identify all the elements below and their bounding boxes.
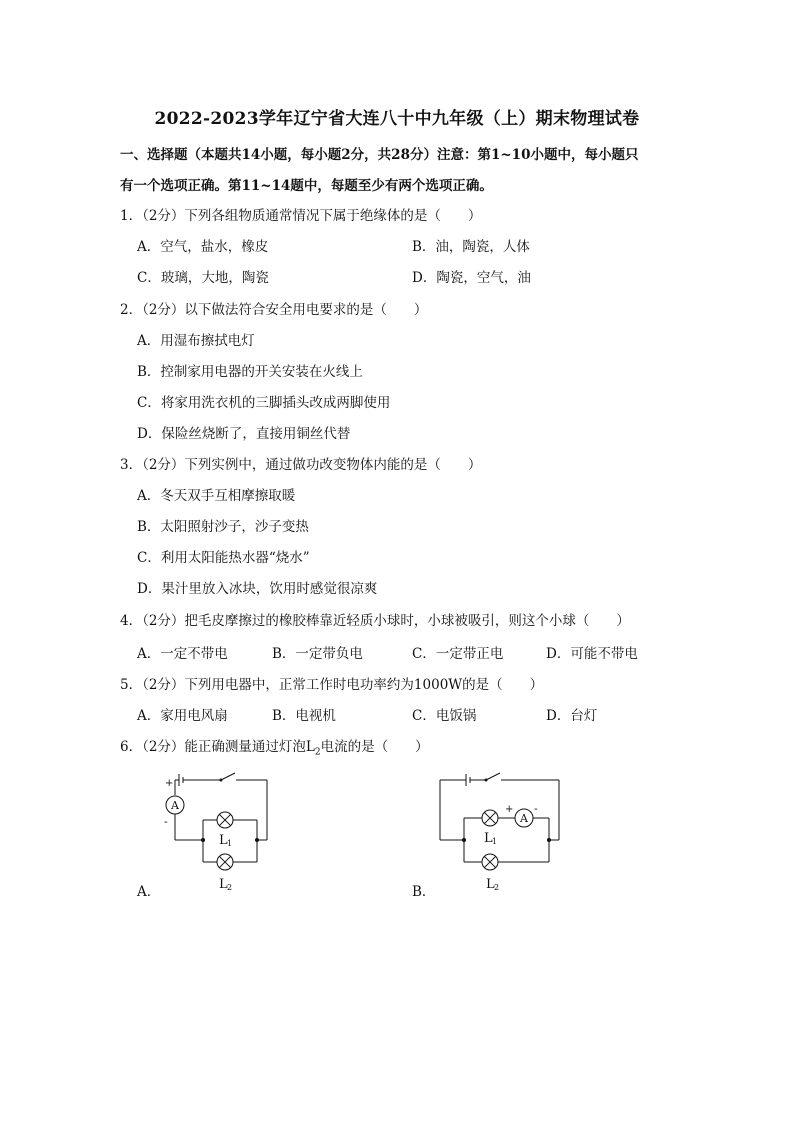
circuit-a-l1-label: L bbox=[219, 833, 228, 848]
question-6-stem-tail: 电流的是（ ） bbox=[320, 739, 429, 755]
question-4-option-c[interactable]: C．一定带正电 bbox=[412, 646, 504, 662]
question-1-option-c[interactable]: C．玻璃，大地，陶瓷 bbox=[137, 270, 269, 286]
circuit-diagram-a bbox=[155, 768, 285, 902]
question-6-option-b[interactable]: B． bbox=[412, 884, 436, 900]
circuit-a-switch-blade bbox=[221, 773, 235, 780]
question-5-option-d[interactable]: D．台灯 bbox=[546, 708, 598, 724]
question-1-option-b[interactable]: B．油，陶瓷，人体 bbox=[412, 239, 530, 255]
circuit-b-l1-label: L bbox=[484, 831, 493, 846]
circuit-b-l2-label: L bbox=[486, 877, 495, 892]
question-5-option-c[interactable]: C．电饭锅 bbox=[412, 708, 477, 724]
question-2-option-b[interactable]: B．控制家用电器的开关安装在火线上 bbox=[137, 364, 363, 380]
circuit-b-meter-label: A bbox=[520, 812, 528, 825]
section-header-line-2: 有一个选项正确。第11~14题中，每题至少有两个选项正确。 bbox=[120, 178, 493, 194]
question-3-option-c[interactable]: C．利用太阳能热水器“烧水” bbox=[137, 550, 310, 566]
question-3-stem: 3．（2分）下列实例中，通过做功改变物体内能的是（ ） bbox=[120, 457, 482, 473]
circuit-a-meter-label: A bbox=[171, 799, 179, 812]
question-4-stem: 4．（2分）把毛皮摩擦过的橡胶棒靠近轻质小球时，小球被吸引，则这个小球（ ） bbox=[120, 613, 630, 629]
circuit-b-minus: - bbox=[534, 802, 538, 815]
question-3-option-d[interactable]: D．果汁里放入冰块，饮用时感觉很凉爽 bbox=[137, 581, 378, 597]
circuit-b-switch-blade bbox=[486, 773, 500, 780]
question-4-option-a[interactable]: A．一定不带电 bbox=[137, 646, 228, 662]
question-5-option-b[interactable]: B．电视机 bbox=[272, 708, 336, 724]
question-2-stem: 2．（2分）以下做法符合安全用电要求的是（ ） bbox=[120, 302, 428, 318]
page-title: 2022-2023学年辽宁省大连八十中九年级（上）期末物理试卷 bbox=[154, 109, 640, 129]
question-5-stem: 5．（2分）下列用电器中，正常工作时电功率约为1000W的是（ ） bbox=[120, 677, 544, 693]
circuit-a-l1-sub: 1 bbox=[227, 839, 233, 848]
circuit-a-svg bbox=[155, 768, 285, 898]
question-4-option-b[interactable]: B．一定带负电 bbox=[272, 646, 363, 662]
circuit-a-plus: + bbox=[165, 778, 174, 789]
question-2-option-d[interactable]: D．保险丝烧断了，直接用铜丝代替 bbox=[137, 426, 351, 442]
question-4-option-d[interactable]: D．可能不带电 bbox=[546, 646, 638, 662]
circuit-diagram-b bbox=[430, 768, 570, 902]
circuit-a-minus: - bbox=[164, 815, 168, 828]
question-5-option-a[interactable]: A．家用电风扇 bbox=[137, 708, 228, 724]
question-2-option-c[interactable]: C．将家用洗衣机的三脚插头改成两脚使用 bbox=[137, 395, 391, 411]
circuit-a-l2-label: L bbox=[219, 877, 228, 892]
circuit-b-svg bbox=[430, 768, 570, 898]
question-6-stem-subscript: 2 bbox=[314, 747, 321, 758]
question-6-option-a[interactable]: A． bbox=[137, 884, 161, 900]
question-3-option-a[interactable]: A．冬天双手互相摩擦取暖 bbox=[137, 488, 296, 504]
question-3-option-b[interactable]: B．太阳照射沙子，沙子变热 bbox=[137, 519, 309, 535]
question-6-stem-text: 6．（2分）能正确测量通过灯泡L bbox=[120, 739, 315, 755]
circuit-b-plus: + bbox=[505, 804, 514, 815]
question-1-option-a[interactable]: A．空气，盐水，橡皮 bbox=[137, 239, 269, 255]
circuit-a-l2-sub: 2 bbox=[227, 883, 233, 892]
question-1-stem: 1．（2分）下列各组物质通常情况下属于绝缘体的是（ ） bbox=[120, 208, 482, 224]
circuit-b-l1-sub: 1 bbox=[492, 837, 498, 846]
question-2-option-a[interactable]: A．用湿布擦拭电灯 bbox=[137, 333, 255, 349]
circuit-b-l2-sub: 2 bbox=[494, 883, 500, 892]
question-1-option-d[interactable]: D．陶瓷，空气，油 bbox=[412, 270, 531, 286]
question-6-stem bbox=[120, 738, 429, 762]
section-header-line-1: 一、选择题（本题共14小题，每小题2分，共28分）注意：第1~10小题中，每小题只 bbox=[120, 147, 639, 163]
